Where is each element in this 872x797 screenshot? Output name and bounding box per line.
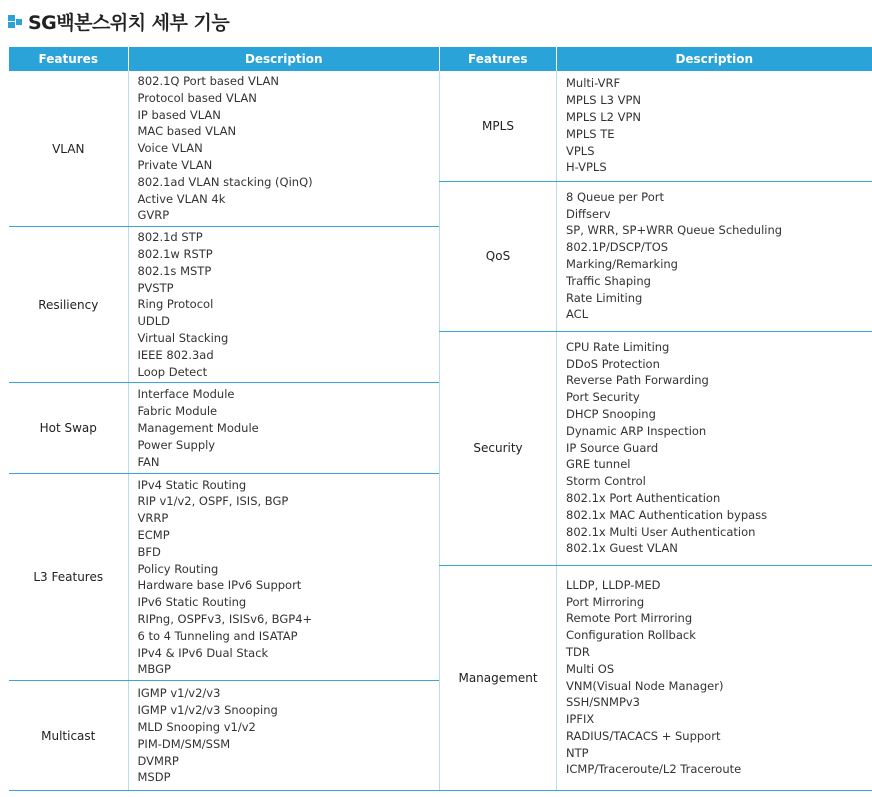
description-item: MPLS L3 VPN: [566, 93, 642, 108]
table-row: [440, 565, 872, 790]
title-bar: [8, 8, 229, 34]
feature-description: [557, 181, 872, 331]
feature-description: [128, 474, 439, 681]
description-item: 802.1P/DSCP/TOS: [566, 240, 669, 255]
table-header-row: [440, 47, 872, 71]
features-table-left: [9, 47, 439, 791]
description-item: TDR: [566, 644, 590, 659]
description-item: Loop Detect: [137, 364, 208, 379]
table-row: [440, 71, 872, 181]
description-item: Power Supply: [137, 437, 216, 452]
page-title: SG백본스위치 세부 기능: [28, 11, 230, 34]
description-item: NTP: [566, 745, 589, 760]
table-row: [9, 383, 439, 474]
description-item: IPv4 & IPv6 Dual Stack: [137, 645, 269, 660]
description-item: RADIUS/TACACS + Support: [566, 728, 721, 743]
feature-name: Multicast: [9, 681, 128, 791]
description-item: Fabric Module: [137, 404, 218, 419]
description-item: Diffserv: [566, 206, 611, 221]
description-item: UDLD: [137, 314, 171, 329]
description-item: Traffic Shaping: [566, 273, 651, 288]
description-item: Ring Protocol: [137, 297, 214, 312]
description-item: MLD Snooping v1/v2: [137, 720, 256, 735]
description-header: Description: [128, 47, 439, 71]
feature-name: Resiliency: [9, 227, 128, 383]
description-item: IPv4 Static Routing: [137, 477, 247, 492]
feature-description: [128, 227, 439, 383]
description-item: MPLS L2 VPN: [566, 109, 642, 124]
title-bullet-icon: [8, 13, 22, 29]
table-row: [440, 331, 872, 565]
feature-description: [128, 71, 439, 227]
description-item: Remote Port Mirroring: [566, 611, 693, 626]
description-item: DHCP Snooping: [566, 407, 656, 421]
description-list: [566, 337, 872, 559]
table-row: [9, 71, 439, 227]
description-item: IGMP v1/v2/v3: [137, 686, 221, 701]
description-item: DDoS Protection: [566, 356, 660, 371]
description-item: Interface Module: [137, 387, 235, 402]
description-item: 802.1ad VLAN stacking (QinQ): [137, 174, 313, 189]
description-item: 802.1x Multi User Authentication: [566, 524, 756, 539]
description-item: IEEE 802.3ad: [137, 347, 214, 362]
feature-description: [557, 331, 872, 565]
description-item: 6 to 4 Tunneling and ISATAP: [137, 628, 298, 643]
description-item: Voice VLAN: [137, 141, 203, 156]
description-item: Multi-VRF: [566, 76, 621, 91]
description-item: H-VPLS: [566, 160, 607, 175]
description-item: Reverse Path Forwarding: [566, 373, 709, 388]
description-item: Protocol based VLAN: [137, 90, 257, 105]
description-item: SP, WRR, SP+WRR Queue Scheduling: [566, 223, 783, 238]
description-list: [138, 384, 440, 472]
description-item: VPLS: [566, 143, 595, 158]
description-item: Policy Routing: [137, 561, 219, 576]
table-header-row: [9, 47, 439, 71]
description-item: 802.1x MAC Authentication bypass: [566, 507, 768, 522]
description-item: Active VLAN 4k: [137, 191, 226, 206]
feature-name: MPLS: [440, 71, 557, 181]
description-item: MSDP: [137, 770, 171, 785]
description-item: Rate Limiting: [566, 290, 643, 305]
description-item: Virtual Stacking: [137, 330, 229, 345]
features-table-right: [439, 47, 872, 791]
description-item: 802.1w RSTP: [137, 246, 213, 261]
description-item: GRE tunnel: [566, 457, 631, 472]
description-item: 8 Queue per Port: [566, 189, 664, 204]
description-item: SSH/SNMPv3: [566, 695, 641, 710]
description-item: 802.1d STP: [137, 230, 203, 245]
description-item: Port Mirroring: [566, 594, 645, 609]
description-item: 802.1x Guest VLAN: [566, 541, 678, 556]
feature-description: [128, 383, 439, 474]
table-row: [440, 181, 872, 331]
feature-name: L3 Features: [9, 474, 128, 681]
description-item: Port Security: [566, 390, 640, 405]
table-row: [9, 227, 439, 383]
description-header: Description: [557, 47, 872, 71]
feature-description: [128, 681, 439, 791]
description-item: Management Module: [137, 420, 259, 435]
description-item: DVMRP: [137, 753, 179, 768]
description-list: [566, 187, 872, 325]
description-item: 802.1s MSTP: [137, 263, 212, 278]
feature-name: Security: [440, 331, 557, 565]
feature-name: VLAN: [9, 71, 128, 227]
description-list: [138, 683, 440, 788]
description-item: Multi OS: [566, 661, 615, 676]
feature-name: Management: [440, 565, 557, 790]
description-item: IPv6 Static Routing: [137, 595, 247, 610]
feature-name: QoS: [440, 181, 557, 331]
feature-description: [557, 71, 872, 181]
description-item: IPFIX: [566, 712, 595, 727]
description-item: FAN: [137, 454, 160, 469]
description-item: Storm Control: [566, 474, 646, 489]
table-row: [9, 474, 439, 681]
description-item: IP Source Guard: [566, 440, 659, 455]
table-row: [9, 681, 439, 791]
feature-name: Hot Swap: [9, 383, 128, 474]
description-list: [138, 475, 440, 681]
description-item: Hardware base IPv6 Support: [137, 578, 302, 593]
description-item: LLDP, LLDP-MED: [566, 577, 661, 592]
description-list: [566, 73, 872, 178]
description-item: ICMP/Traceroute/L2 Traceroute: [566, 762, 742, 777]
description-item: RIPng, OSPFv3, ISISv6, BGP4+: [137, 611, 313, 626]
description-item: BFD: [137, 544, 161, 559]
description-item: VNM(Visual Node Manager): [566, 678, 724, 693]
description-item: ECMP: [137, 527, 170, 542]
feature-description: [557, 565, 872, 790]
description-item: GVRP: [137, 208, 170, 223]
description-item: Marking/Remarking: [566, 257, 678, 271]
description-item: PIM-DM/SM/SSM: [137, 736, 231, 751]
description-item: VRRP: [137, 511, 169, 526]
description-item: 802.1Q Port based VLAN: [137, 74, 279, 88]
description-item: PVSTP: [137, 280, 174, 295]
description-item: CPU Rate Limiting: [566, 339, 670, 354]
description-list: [566, 575, 872, 781]
description-item: Configuration Rollback: [566, 628, 696, 643]
description-item: MBGP: [137, 662, 171, 677]
features-header: Features: [440, 47, 557, 71]
description-item: Private VLAN: [137, 157, 213, 172]
description-item: IP based VLAN: [137, 107, 221, 122]
description-item: ACL: [566, 307, 589, 322]
description-item: MAC based VLAN: [137, 124, 237, 139]
description-item: IGMP v1/v2/v3 Snooping: [137, 703, 278, 718]
description-item: Dynamic ARP Inspection: [566, 423, 707, 438]
features-header: Features: [9, 47, 128, 71]
description-list: [138, 71, 440, 226]
description-item: 802.1x Port Authentication: [566, 490, 721, 505]
description-item: RIP v1/v2, OSPF, ISIS, BGP: [137, 494, 289, 509]
description-list: [138, 227, 440, 382]
description-item: MPLS TE: [566, 126, 615, 141]
